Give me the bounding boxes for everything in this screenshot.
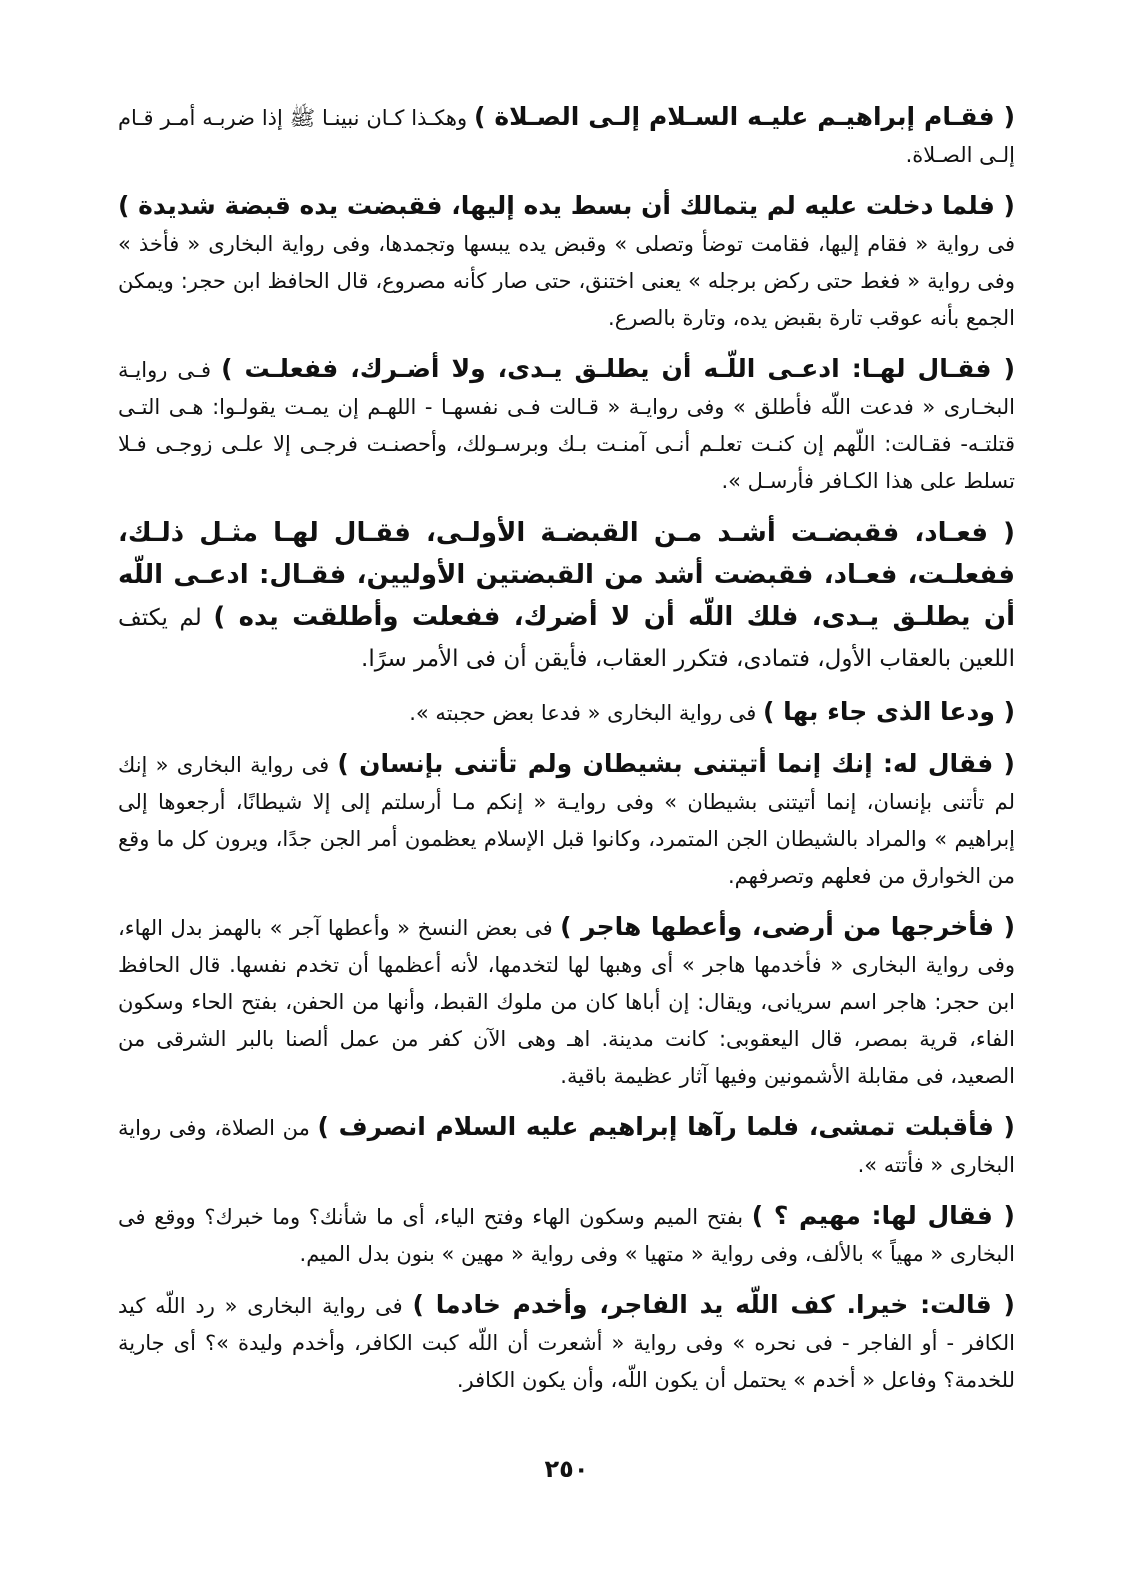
quoted-text: ( فقـال لهـا: ادعـى اللّـه أن يطلـق يـدى، ولا أضـرك، ففعلـت ) (221, 354, 1015, 383)
paragraph (118, 1286, 1015, 1399)
paragraph (118, 350, 1015, 500)
commentary-text: لم يكتف اللعين بالعقاب الأول، فتمادى، فتكرر العقاب، فأيقن أن فى الأمر سرًا. (118, 605, 1015, 672)
commentary-text: من الصلاة، وفى رواية البخارى « فأتته ». (118, 1116, 1015, 1177)
quoted-text: ( فأخرجها من أرضى، وأعطها هاجر ) (560, 912, 1015, 941)
commentary-text: فى بعض النسخ « وأعطها آجر » بالهمز بدل الهاء، وفى رواية البخارى « فأخدمها هاجر » أى وهبها لها لتخدمها، لأنه أعظمها أن تخدم نفسها. قال الحافظ ابن حجر: هاجر اسم سريانى، ويقال: إن أباها كان من ملوك القبط، وأنها من الحفن، بفتح الحاء وسكون الفاء، قرية بمصر، قال اليعقوبى: كانت مدينة. اهـ وهى الآن كفر من عمل ألصنا بالبر الشرقى من الصعيد، فى مقابلة الأشمونين وفيها آثار عظيمة باقية. (118, 916, 1015, 1088)
paragraph (118, 513, 1015, 680)
quoted-text: ( فقال لها: مهيم ؟ ) (751, 1201, 1015, 1230)
quoted-text: ( ودعا الذى جاء بها ) (763, 697, 1015, 726)
quoted-text: ( فقـام إبراهيـم عليـه السـلام إلـى الصـلاة ) (474, 102, 1015, 131)
paragraph (118, 98, 1015, 174)
paragraph (118, 1108, 1015, 1184)
quoted-text: ( قالت: خيرا. كف اللّه يد الفاجر، وأخدم خادما ) (412, 1290, 1015, 1319)
paragraph (118, 693, 1015, 732)
paragraph (118, 745, 1015, 895)
commentary-text: فى رواية البخارى « فدعا بعض حجبته ». (409, 701, 757, 725)
commentary-text: فـى روايـة البخـارى « فدعت اللّه فأطلق » وفى روايـة « قـالت فـى نفسهـا - اللهـم إن يمـت يقولـوا: هـى التـى قتلتـه- فقـالت: اللّهم إن كنـت تعلـم أنـى آمنـت بـك وبرسـولك، وأحصنـت فرجـى إلا علـى زوجـى فـلا تسلط على هذا الكـافر فأرسـل ». (118, 358, 1015, 493)
paragraph (118, 908, 1015, 1095)
commentary-text: بفتح الميم وسكون الهاء وفتح الياء، أى ما شأنك؟ وما خبرك؟ ووقع فى البخارى « مهياً » بالألف، وفى رواية « متهيا » وفى رواية « مهين » بنون بدل الميم. (118, 1205, 1015, 1266)
commentary-text: وهكـذا كـان نبينـا ﷺ إذا ضربـه أمـر قـام إلـى الصـلاة. (118, 106, 1015, 167)
commentary-text: فى رواية البخارى « إنك لم تأتنى بإنسان، إنما أتيتنى بشيطان » وفى روايـة « إنكم مـا أرسلتم إلى إلا شيطانًا، أرجعوها إلى إبراهيم » والمراد بالشيطان الجن المتمرد، وكانوا قبل الإسلام يعظمون أمر الجن جدًا، ويرون كل ما وقع من الخوارق من فعلهم وتصرفهم. (118, 753, 1015, 888)
paragraph (118, 1197, 1015, 1273)
quoted-text: ( فعـاد، فقبضـت أشـد مـن القبضـة الأولـى، فقـال لهـا مثـل ذلـك، ففعلـت، فعـاد، فقبضت أشد من القبضتين الأوليين، فقـال: ادعـى اللّه أن يطلـق يـدى، فلك اللّه أن لا أضرك، ففعلت وأطلقت يده ) (118, 518, 1015, 632)
commentary-text: فى رواية « فقام إليها، فقامت توضأ وتصلى » وقبض يده يبسها وتجمدها، وفى رواية البخارى « فأخذ » وفى رواية « فغط حتى ركض برجله » يعنى اختنق، حتى صار كأنه مصروع، قال الحافظ ابن حجر: ويمكن الجمع بأنه عوقب تارة بقبض يده، وتارة بالصرع. (118, 232, 1015, 330)
quoted-text: ( فقال له: إنك إنما أتيتنى بشيطان ولم تأتنى بإنسان ) (337, 749, 1015, 778)
paragraph (118, 187, 1015, 337)
page-number: ٢٥٠ (544, 1455, 589, 1483)
page-body (118, 98, 1015, 1498)
quoted-text: ( فلما دخلت عليه لم يتمالك أن بسط يده إليها، فقبضت يده قبضة شديدة ) (118, 191, 1015, 220)
commentary-text: فى رواية البخارى « رد اللّه كيد الكافر - أو الفاجر - فى نحره » وفى رواية « أشعرت أن اللّه كبت الكافر، وأخدم وليدة »؟ أى جارية للخدمة؟ وفاعل « أخدم » يحتمل أن يكون اللّه، وأن يكون الكافر. (118, 1294, 1015, 1392)
quoted-text: ( فأقبلت تمشى، فلما رآها إبراهيم عليه السلام انصرف ) (317, 1112, 1015, 1141)
